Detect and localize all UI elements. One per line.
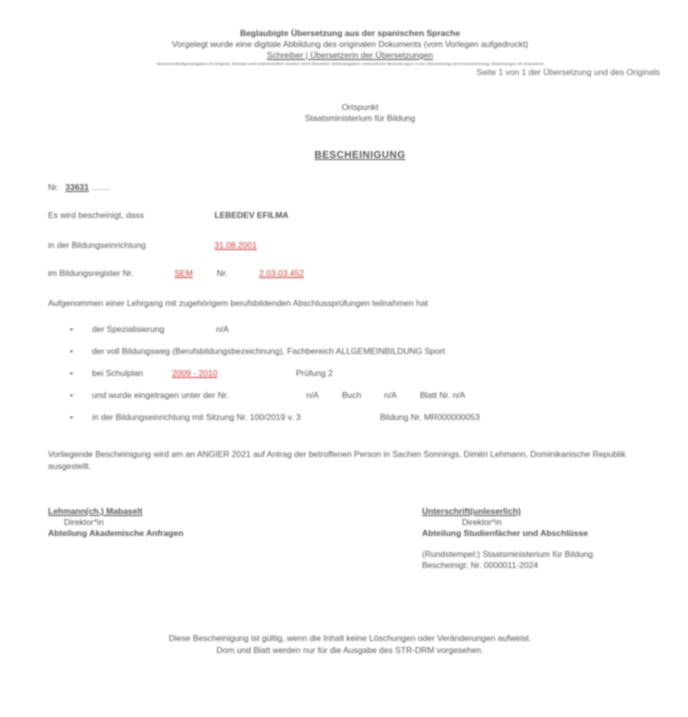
signature-left-role: Direktor*in <box>64 517 104 527</box>
issuance-paragraph: Vorliegende Bescheinigung wird am an ANGIER 2021 auf Antrag der betroffenen Person in Sachen Sonnings, Dimitri Lehmann, Dominikanische Republik ausgestellt. <box>48 449 626 471</box>
institution-line-2: Staatsministerium für Bildung <box>304 113 416 123</box>
signature-left <box>48 506 183 539</box>
header-line-1: Beglaubigte Übersetzung aus der spanischen Sprache <box>239 28 461 38</box>
footer-note <box>100 632 600 656</box>
signature-left-name: Lehmann(ch.) Mabaselt <box>48 506 143 516</box>
bullet-icon: • <box>70 368 73 378</box>
page-stamp: Seite 1 von 1 der Übersetzung und des Originals <box>476 67 660 77</box>
bullet-icon: • <box>70 412 73 422</box>
name-label: Es wird bescheinigt, dass <box>48 210 144 220</box>
document-page: Beglaubigte Übersetzung aus der spanischen Sprache Vorgelegt wurde eine digitale Abbildung des originalen Dokuments (vom Vorlegen aufgedruckt) Schreiber | Übersetzerin der Übersetzungen Sachverständigenangaben im Original, Stempel und Unterschriften wurden nicht übersetzt; Seitenangaben; unleserliche Bemerkungen in der Übersetzung mit Kennzeichnung; Abkürzungen im Dokument Seite 1 von 1 der Übersetzung und des Originals Ortspunkt Staatsministerium für Bildung BESCHEINIGUNG Nr. 33631 ........ Es wird bescheinigt, dass LEBEDEV EFILMA in der Bildungseinrichtung 31.08.2001 im Bildungsregister Nr. SEM Nr. 2.03.03.452 Aufgenommen einer Lehrgang mit zugehörigem berufsbildenden Abschlussprüfungen teilnahmen hat • der Spezialisierung n/A • der voll Bildungsweg (Berufsbildungsbezeichnung), Fachbereich ALLGEMEINBILDUNG Sport • bei Schulplan 2009 - 2010 Prüfung 2 • und wurde eingetragen unter der Nr. n/A Buch n/A Blatt Nr. n/A • in der Bildungseinrichtung mit Sitzung Nr. 100/2019 v. 3 Bildung Nr. MR000000053 Vorliegende Bescheinigung wird am an ANGIER 2021 auf Antrag der betroffenen Person in Sachen Sonnings, Dimitri Lehmann, Dominikanische Republik ausgestellt. Lehmann(ch.) Mabaselt Direktor*in Abteilung Akademische Anfragen Unterschrift(unleserlich) Direktor*in Abteilung Studienfächer und Abschlüsse (Rundstempel:) Staatsministerium für Bildung Bescheinigt: Nr. 0000011-2024 Diese Bescheinigung ist gültig, wenn die Inhalt keine Löschungen oder Veränderungen aufweist. Dom und Blatt werden nur für die Ausgabe des STR-DRM vorgesehen. <box>0 0 688 717</box>
name-value: LEBEDEV EFILMA <box>214 210 289 220</box>
header-fine-print: Sachverständigenangaben im Original, Stempel und Unterschriften wurden nicht übersetzt; Seitenangaben; unleserliche Bemerkungen in der Übersetzung mit Kennzeichnung; Abkürzungen im Dokument <box>156 61 544 66</box>
number-label: Nr. <box>48 182 59 192</box>
footer-line-2: Dom und Blatt werden nur für die Ausgabe des STR-DRM vorgesehen. <box>216 645 484 655</box>
signature-right <box>422 506 593 571</box>
stamp-line-2: Bescheinigt: Nr. 0000011-2024 <box>422 560 539 570</box>
register-value: 2.03.03.452 <box>259 268 305 278</box>
document-title: BESCHEINIGUNG <box>314 150 406 161</box>
register-mid: Nr. <box>216 268 228 278</box>
signature-left-dept: Abteilung Akademische Anfragen <box>48 528 184 538</box>
signature-right-name: Unterschrift(unleserlich) <box>422 506 521 516</box>
institution-label: in der Bildungseinrichtung <box>48 240 146 250</box>
bullet-icon: • <box>70 324 73 334</box>
footer-line-1: Diese Bescheinigung ist gültig, wenn die Inhalt keine Löschungen oder Veränderungen aufweist. <box>168 633 532 643</box>
statement-row: Aufgenommen einer Lehrgang mit zugehörigem berufsbildenden Abschlussprüfungen teilnahmen hat <box>48 298 428 308</box>
translation-header <box>40 28 660 78</box>
institution-line-1: Ortspunkt <box>341 102 379 112</box>
register-row <box>48 268 304 279</box>
stamp-line-1: (Rundstempel:) Staatsministerium für Bildung <box>422 549 594 559</box>
register-label: im Bildungsregister Nr. <box>48 268 134 278</box>
header-line-3: Schreiber | Übersetzerin der Übersetzungen <box>266 50 434 60</box>
number-trail: ........ <box>91 182 111 192</box>
register-code: SEM <box>174 268 193 278</box>
bullet-icon: • <box>70 390 73 400</box>
number-row <box>48 182 110 193</box>
institution-block <box>180 102 540 124</box>
institution-value: 31.08.2001 <box>214 240 257 250</box>
signature-right-role: Direktor*in <box>462 517 502 527</box>
name-row <box>48 210 289 221</box>
signature-right-dept: Abteilung Studienfächer und Abschlüsse <box>422 528 588 538</box>
bullet-icon: • <box>70 346 73 356</box>
institution-row <box>48 240 257 251</box>
number-value: 33631 <box>65 182 89 192</box>
header-line-2: Vorgelegt wurde eine digitale Abbildung des originalen Dokuments (vom Vorlegen aufgedruckt) <box>171 39 529 49</box>
